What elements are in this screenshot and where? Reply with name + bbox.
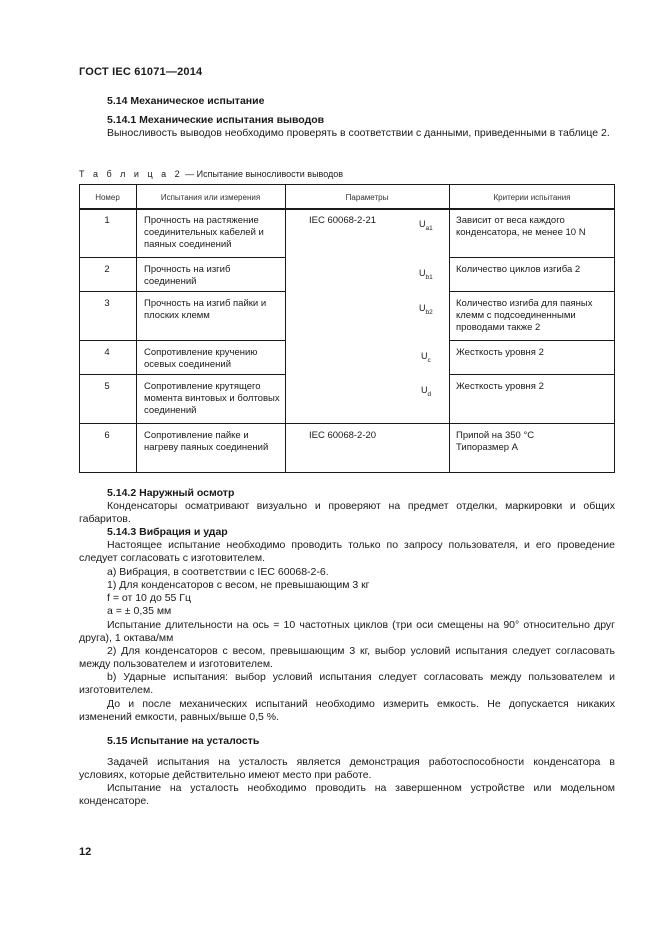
table-cell-param: IEC 60068-2-20 xyxy=(309,430,377,441)
paragraph-heavy-capacitors: 2) Для конденсаторов с весом, превышающим 3 кг, выбор условий испытания следует согласовать между пользователем и изготовителем. xyxy=(79,645,615,671)
table-cell-criteria: Зависит от веса каждого конденсатора, не менее 10 N xyxy=(456,215,586,238)
table-cell-criteria: Жесткость уровня 2 xyxy=(456,347,544,358)
document-header: ГОСТ IEC 61071—2014 xyxy=(79,66,203,78)
table-header-number: Номер xyxy=(95,193,120,202)
section-5-14-2-title: 5.14.2 Наружный осмотр xyxy=(107,487,235,499)
table-cell-test: Сопротивление кручению осевых соединений xyxy=(144,347,258,370)
list-item-vibration: a) Вибрация, в соответствии с IEC 60068-2-6. xyxy=(107,566,329,578)
table-cell-param: IEC 60068-2-21 xyxy=(309,215,377,226)
section-5-14-3-title: 5.14.3 Вибрация и удар xyxy=(107,526,228,538)
table-cell-test: Прочность на растяжение соединительных кабелей и паяных соединений xyxy=(144,215,264,250)
table-caption-prefix: Т а б л и ц а 2 xyxy=(79,169,183,179)
table-cell-u: $U_c$ xyxy=(421,351,431,364)
table-cell-num: 3 xyxy=(104,298,110,309)
table-cell-u: $U_{a1}$ xyxy=(419,219,433,232)
table-cell-criteria: Жесткость уровня 2 xyxy=(456,381,544,392)
table-cell-test: Сопротивление крутящего момента винтовых и болтовых соединений xyxy=(144,381,280,416)
section-5-15-title: 5.15 Испытание на усталость xyxy=(107,735,260,747)
section-5-14-3-paragraph: Настоящее испытание необходимо проводить только по запросу пользователя, и его проведение следует согласовать с изготовителем. xyxy=(79,539,615,565)
page-number: 12 xyxy=(79,846,92,858)
table-cell-criteria: Количество циклов изгиба 2 xyxy=(456,264,581,275)
table-caption-text: — Испытание выносливости выводов xyxy=(182,169,344,179)
table-cell-test: Прочность на изгиб пайки и плоских клемм xyxy=(144,298,267,321)
section-5-15-paragraph-2: Испытание на усталость необходимо проводить на завершенном устройстве или модельном конденсаторе. xyxy=(79,782,615,808)
table-cell-u: $U_{b1}$ xyxy=(419,268,433,281)
table-cell-criteria: Припой на 350 °C Типоразмер A xyxy=(456,430,535,453)
table-caption xyxy=(79,169,343,179)
table-cell-u: $U_d$ xyxy=(421,385,432,398)
endurance-table xyxy=(79,184,615,473)
list-item-frequency: f = от 10 до 55 Гц xyxy=(107,592,191,604)
section-5-14-title: 5.14 Механическое испытание xyxy=(107,95,265,107)
section-5-14-1-title: 5.14.1 Механические испытания выводов xyxy=(107,114,325,126)
list-item-amplitude: a = ± 0,35 мм xyxy=(107,605,172,617)
table-cell-num: 2 xyxy=(104,264,110,275)
table-cell-num: 4 xyxy=(104,347,110,358)
section-5-14-1-paragraph: Выносливость выводов необходимо проверять в соответствии с данными, приведенными в таблице 2. xyxy=(107,127,610,139)
section-5-14-2-paragraph: Конденсаторы осматривают визуально и проверяют на предмет отделки, маркировки и общих габаритов. xyxy=(79,500,615,526)
paragraph-capacitance: До и после механических испытаний необходимо измерить емкость. Не допускается никаких изменений емкости, равных/выше 0,5 %. xyxy=(79,698,615,724)
table-header-criteria: Критерии испытания xyxy=(493,193,571,202)
table-cell-num: 1 xyxy=(104,215,110,226)
table-cell-test: Сопротивление пайке и нагреву паяных соединений xyxy=(144,430,269,453)
table-header-params: Параметры xyxy=(345,193,389,202)
table-cell-criteria: Количество изгиба для паяных клемм с подсоединенными проводами также 2 xyxy=(456,298,593,333)
table-cell-test: Прочность на изгиб соединений xyxy=(144,264,231,287)
table-cell-u: $U_{b2}$ xyxy=(419,303,433,316)
table-header-test: Испытания или измерения xyxy=(160,193,261,202)
table-cell-num: 5 xyxy=(104,381,110,392)
paragraph-shock: b) Ударные испытания: выбор условий испытания следует согласовать между пользователем и изготовителем. xyxy=(79,671,615,697)
paragraph-duration: Испытание длительности на ось = 10 частотных циклов (три оси смещены на 90° относительно друг друга), 1 октава/мм xyxy=(79,619,615,645)
table-cell-num: 6 xyxy=(104,430,110,441)
section-5-15-paragraph-1: Задачей испытания на усталость является демонстрация работоспособности конденсатора в условиях, которые действительно имеют место при работе. xyxy=(79,756,615,782)
list-item-light-capacitors: 1) Для конденсаторов с весом, не превышающим 3 кг xyxy=(107,579,370,591)
